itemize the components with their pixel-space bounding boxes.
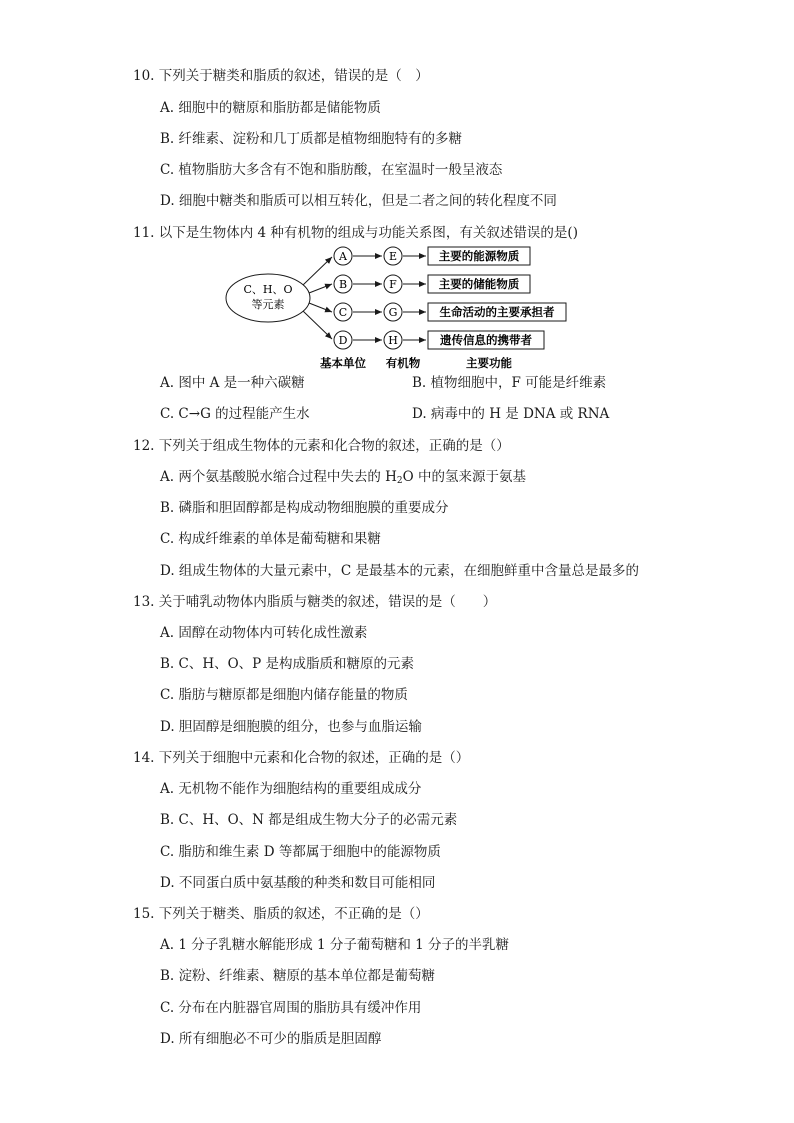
question-11-stem: 11. 以下是生物体内 4 种有机物的组成与功能关系图，有关叙述错误的是() xyxy=(133,225,578,241)
question-12-option-c: C. 构成纤维素的单体是葡萄糖和果糖 xyxy=(160,531,381,547)
question-14-option-d: D. 不同蛋白质中氨基酸的种类和数目可能相同 xyxy=(160,875,436,891)
question-12-stem: 12. 下列关于组成生物体的元素和化合物的叙述，正确的是（） xyxy=(133,438,510,454)
caption-organics: 有机物 xyxy=(385,356,421,370)
question-14-option-b: B. C、H、O、N 都是组成生物大分子的必需元素 xyxy=(160,812,458,828)
function-label-2: 主要的储能物质 xyxy=(438,277,520,291)
question-10-stem: 10. 下列关于糖类和脂质的叙述，错误的是（ ） xyxy=(133,68,429,84)
unit-label-c: C xyxy=(338,306,348,319)
elements-line-2: 等元素 xyxy=(251,298,285,311)
question-11-option-b: B. 植物细胞中，F 可能是纤维素 xyxy=(412,375,607,391)
organic-label-g: G xyxy=(388,306,398,319)
unit-label-a: A xyxy=(339,250,347,263)
question-11-option-d: D. 病毒中的 H 是 DNA 或 RNA xyxy=(412,406,610,422)
question-11-option-a: A. 图中 A 是一种六碳糖 xyxy=(160,375,305,391)
caption-functions: 主要功能 xyxy=(466,356,512,370)
question-15-option-d: D. 所有细胞必不可少的脂质是胆固醇 xyxy=(160,1031,382,1047)
function-label-1: 主要的能源物质 xyxy=(438,249,520,263)
organic-relationship-diagram xyxy=(218,243,578,373)
question-15-stem: 15. 下列关于糖类、脂质的叙述，不正确的是（） xyxy=(133,906,429,922)
organic-label-e: E xyxy=(388,250,398,263)
subscript-2: 2 xyxy=(396,476,403,486)
question-10-option-d: D. 细胞中糖类和脂质可以相互转化，但是二者之间的转化程度不同 xyxy=(160,193,557,209)
question-15-option-b: B. 淀粉、纤维素、糖原的基本单位都是葡萄糖 xyxy=(160,968,436,984)
question-14-option-c: C. 脂肪和维生素 D 等都属于细胞中的能源物质 xyxy=(160,844,441,860)
unit-label-b: B xyxy=(338,278,348,291)
elements-line-1: C、H、O xyxy=(243,283,293,296)
question-10-option-c: C. 植物脂肪大多含有不饱和脂肪酸，在室温时一般呈液态 xyxy=(160,162,503,178)
question-13-option-d: D. 胆固醇是细胞膜的组分，也参与血脂运输 xyxy=(160,719,422,735)
question-12-option-a xyxy=(160,468,526,490)
question-10-option-b: B. 纤维素、淀粉和几丁质都是植物细胞特有的多糖 xyxy=(160,131,463,147)
function-label-3: 生命活动的主要承担者 xyxy=(439,305,555,319)
question-11-option-c: C. C→G 的过程能产生水 xyxy=(160,406,310,422)
unit-label-d: D xyxy=(338,334,348,347)
question-12-option-d: D. 组成生物体的大量元素中，C 是最基本的元素，在细胞鲜重中含量总是最多的 xyxy=(160,563,640,579)
question-13-stem: 13. 关于哺乳动物体内脂质与糖类的叙述，错误的是（ ） xyxy=(133,594,497,610)
organic-label-h: H xyxy=(388,334,398,347)
question-13-option-c: C. 脂肪与糖原都是细胞内储存能量的物质 xyxy=(160,687,408,703)
question-14-option-a: A. 无机物不能作为细胞结构的重要组成成分 xyxy=(160,781,422,797)
question-13-option-a: A. 固醇在动物体内可转化成性激素 xyxy=(160,625,368,641)
question-13-option-b: B. C、H、O、P 是构成脂质和糖原的元素 xyxy=(160,656,415,672)
question-12-option-a-part2: O 中的氢来源于氨基 xyxy=(402,469,526,485)
question-15-option-c: C. 分布在内脏器官周围的脂肪具有缓冲作用 xyxy=(160,1000,422,1016)
organic-label-f: F xyxy=(389,278,397,291)
question-10-option-a: A. 细胞中的糖原和脂肪都是储能物质 xyxy=(160,100,381,116)
question-14-stem: 14. 下列关于细胞中元素和化合物的叙述，正确的是（） xyxy=(133,750,470,766)
question-12-option-a-part1: A. 两个氨基酸脱水缩合过程中失去的 H xyxy=(160,469,397,485)
function-label-4: 遗传信息的携带者 xyxy=(440,333,532,347)
question-12-option-b: B. 磷脂和胆固醇都是构成动物细胞膜的重要成分 xyxy=(160,500,449,516)
caption-units: 基本单位 xyxy=(320,356,366,370)
question-15-option-a: A. 1 分子乳糖水解能形成 1 分子葡萄糖和 1 分子的半乳糖 xyxy=(160,937,510,953)
